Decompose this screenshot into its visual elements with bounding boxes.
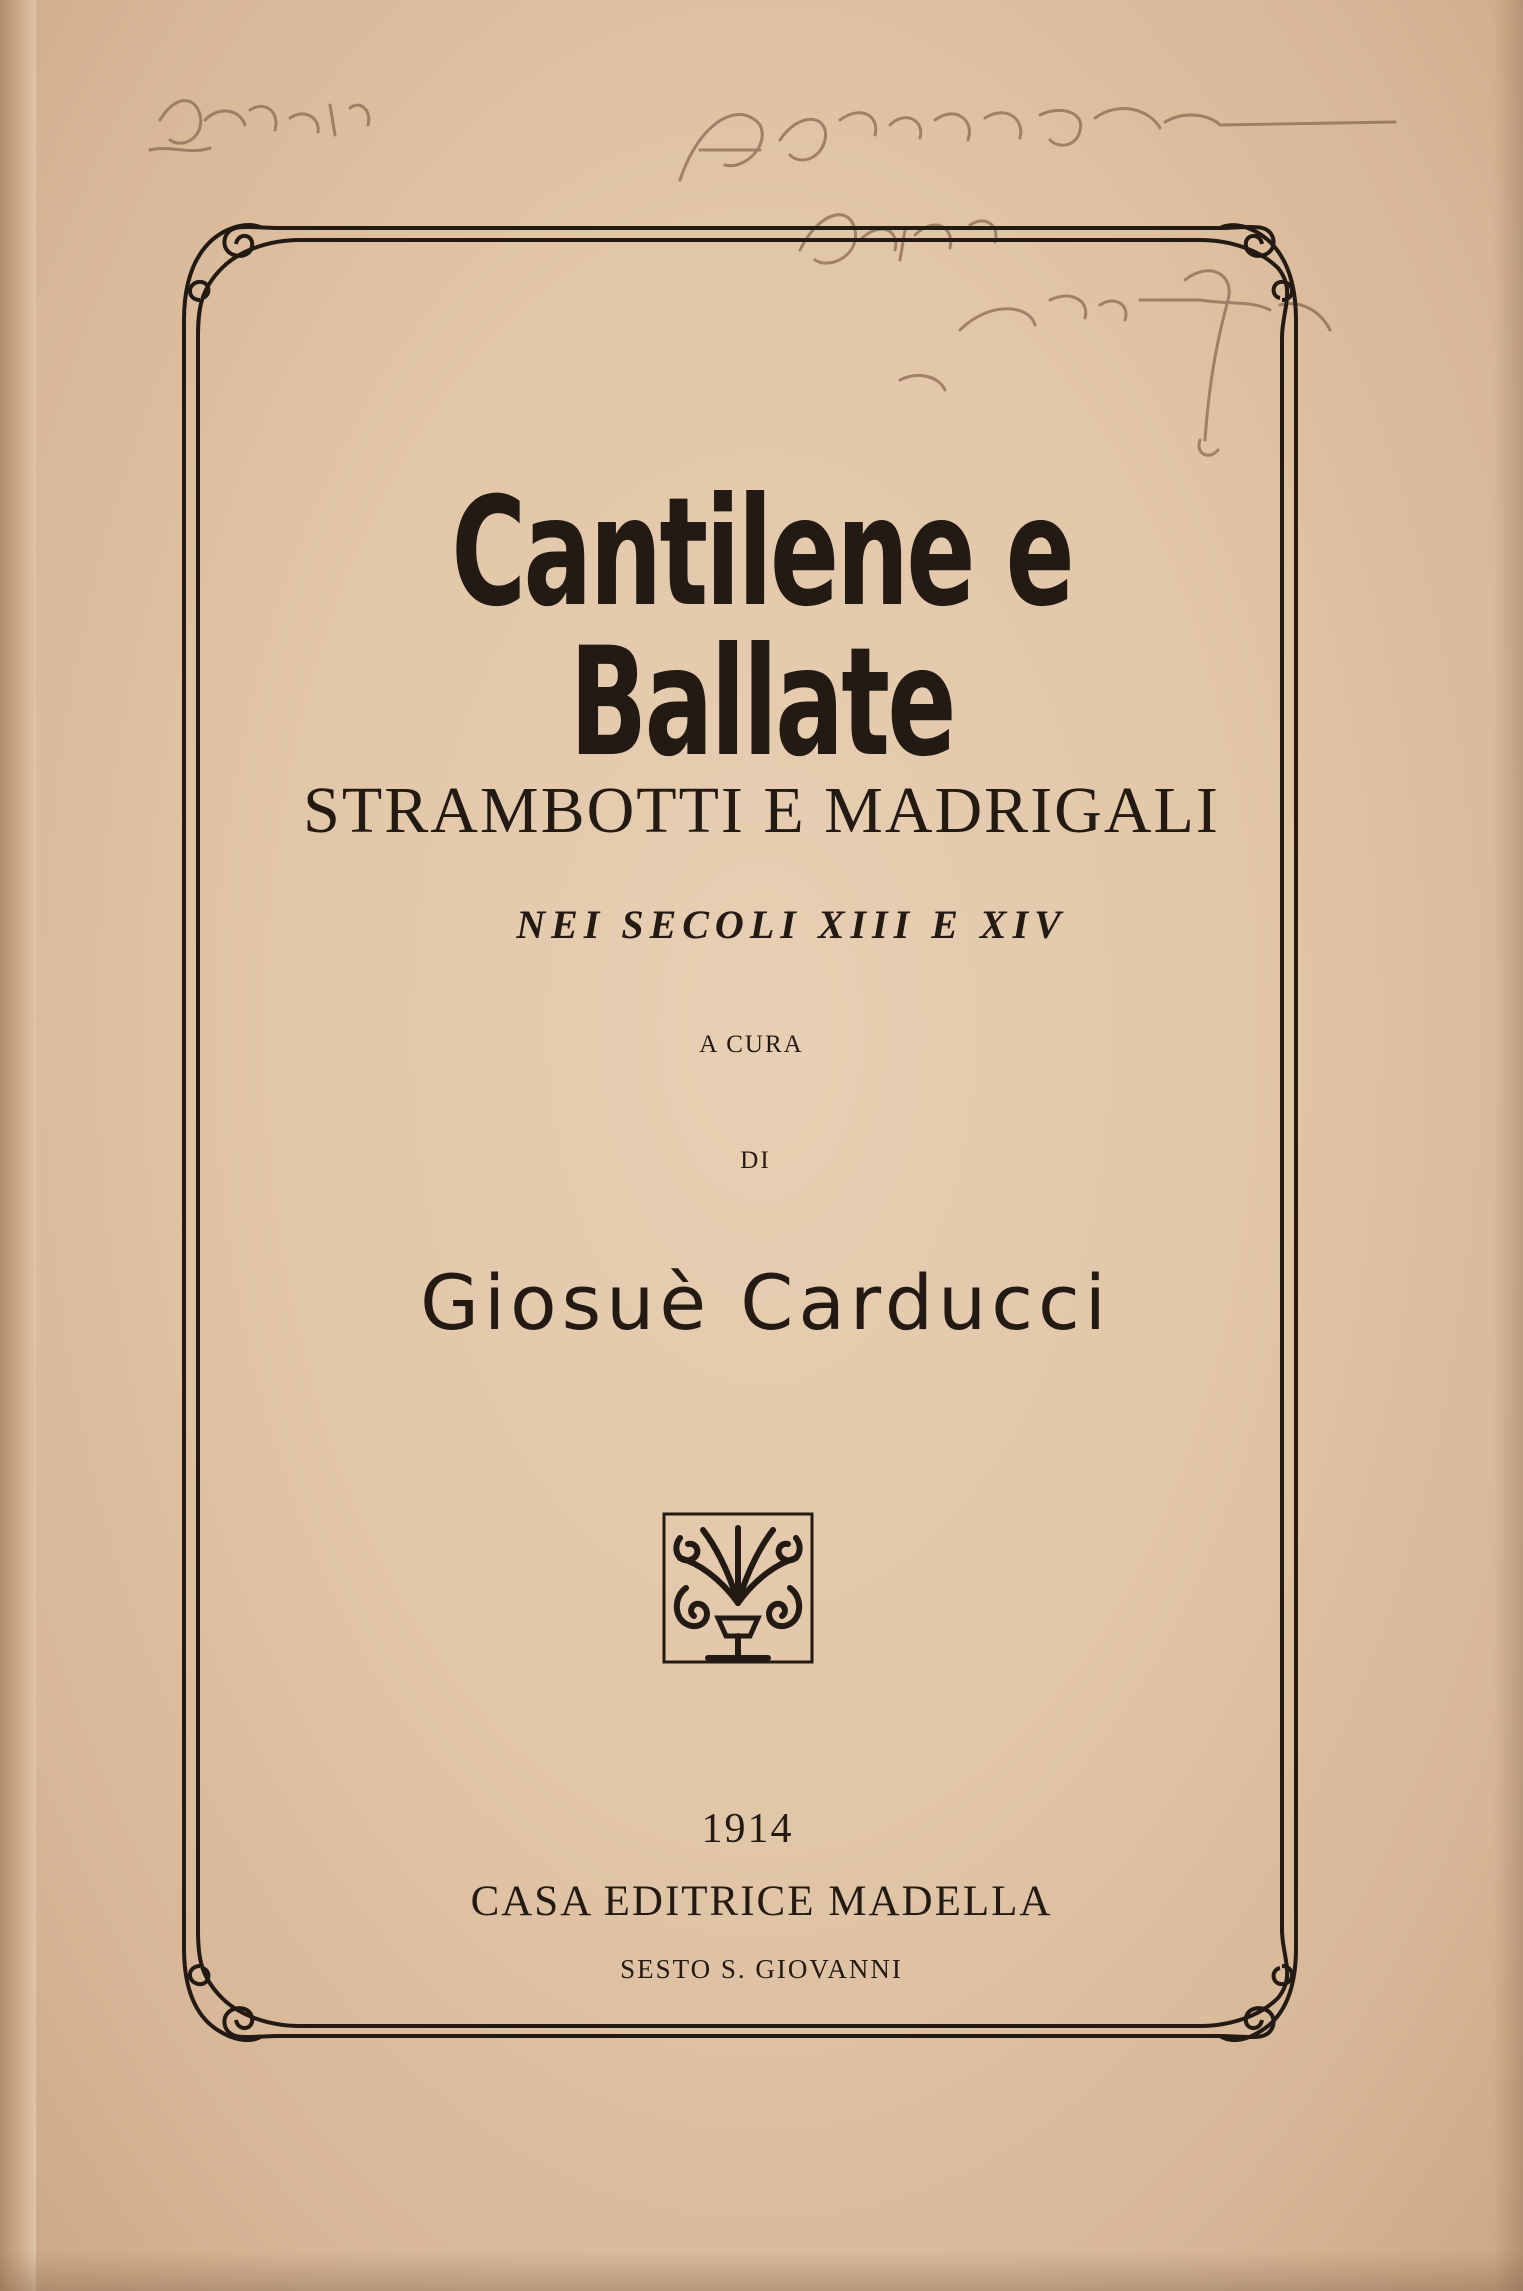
- art-nouveau-palmette-icon: [658, 1508, 818, 1668]
- by-label: DI: [740, 1147, 771, 1174]
- book-title: Cantilene e Ballate: [451, 466, 1073, 790]
- publisher-name: CASA EDITRICE MADELLA: [470, 1878, 1053, 1925]
- publication-place: SESTO S. GIOVANNI: [620, 1954, 903, 1984]
- author-name: Giosuè Carducci: [420, 1258, 1111, 1347]
- publication-year: 1914: [701, 1806, 794, 1852]
- book-subtitle: STRAMBOTTI E MADRIGALI: [303, 774, 1220, 847]
- book-centuries: NEI SECOLI XIII E XIV: [516, 902, 1067, 947]
- editor-label: A CURA: [699, 1031, 804, 1058]
